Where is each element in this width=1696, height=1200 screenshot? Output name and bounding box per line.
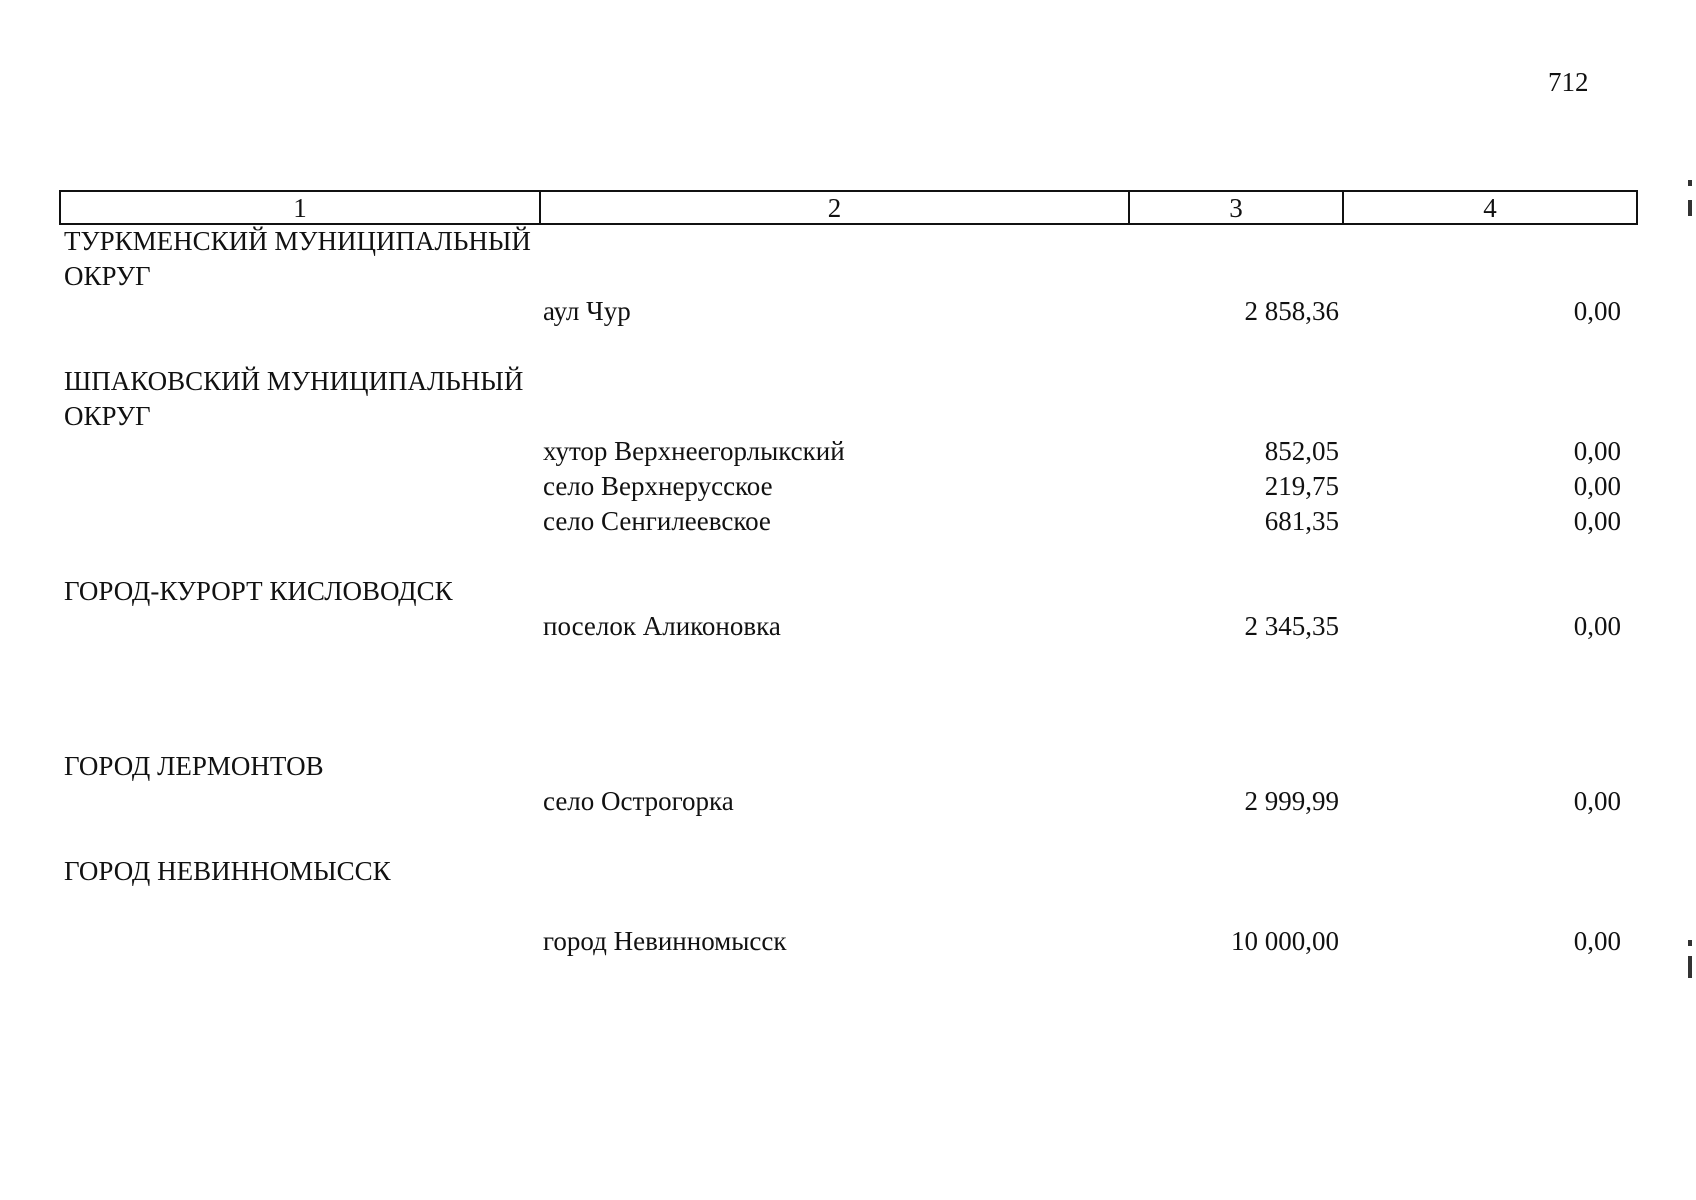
municipality-group <box>59 224 1638 329</box>
table-row <box>59 924 1638 959</box>
value-column-3: 852,05 <box>1264 436 1339 466</box>
municipality-title: ГОРОД ЛЕРМОНТОВ <box>64 751 324 781</box>
value-column-4: 0,00 <box>1573 926 1621 956</box>
settlement-name: поселок Аликоновка <box>543 611 781 641</box>
municipality-title: ГОРОД-КУРОРТ КИСЛОВОДСК <box>64 576 453 606</box>
value-column-4: 0,00 <box>1573 436 1621 466</box>
settlement-name: хутор Верхнеегорлыкский <box>543 436 845 466</box>
value-column-4: 0,00 <box>1573 611 1621 641</box>
value-column-4: 0,00 <box>1573 296 1621 326</box>
municipality-group <box>59 749 1638 819</box>
value-column-3: 2 999,99 <box>1244 786 1339 816</box>
column-header-2: 2 <box>541 192 1130 223</box>
scan-edge-marks <box>1688 180 1694 1000</box>
page-number: 712 <box>1548 67 1589 97</box>
settlement-name: село Сенгилеевское <box>543 506 771 536</box>
value-column-4: 0,00 <box>1573 786 1621 816</box>
settlement-name: город Невинномысск <box>543 926 787 956</box>
table-row <box>59 294 1638 329</box>
table-row <box>59 609 1638 644</box>
value-column-4: 0,00 <box>1573 506 1621 536</box>
municipality-title: ГОРОД НЕВИННОМЫССК <box>64 856 391 886</box>
value-column-3: 2 345,35 <box>1244 611 1339 641</box>
municipality-group <box>59 854 1638 959</box>
scan-edge-mark <box>1688 200 1692 216</box>
settlement-name: село Верхнерусское <box>543 471 773 501</box>
table-header-row <box>59 190 1638 225</box>
value-column-3: 2 858,36 <box>1244 296 1339 326</box>
municipality-title: ШПАКОВСКИЙ МУНИЦИПАЛЬНЫЙ ОКРУГ <box>64 366 524 431</box>
municipality-group <box>59 364 1638 539</box>
table-row <box>59 504 1638 539</box>
table-row <box>59 434 1638 469</box>
value-column-3: 10 000,00 <box>1231 926 1339 956</box>
value-column-3: 219,75 <box>1264 471 1339 501</box>
settlement-name: село Острогорка <box>543 786 734 816</box>
settlement-name: аул Чур <box>543 296 631 326</box>
column-header-3: 3 <box>1130 192 1344 223</box>
column-header-1: 1 <box>61 192 541 223</box>
value-column-3: 681,35 <box>1264 506 1339 536</box>
row-spacer <box>59 889 1638 924</box>
column-header-4: 4 <box>1483 193 1497 223</box>
table-row <box>59 784 1638 819</box>
table-body <box>59 224 1638 959</box>
scan-edge-mark <box>1688 940 1692 946</box>
municipality-group <box>59 574 1638 644</box>
table-row <box>59 469 1638 504</box>
scan-edge-mark <box>1688 956 1692 978</box>
value-column-4: 0,00 <box>1573 471 1621 501</box>
municipality-title: ТУРКМЕНСКИЙ МУНИЦИПАЛЬНЫЙ ОКРУГ <box>64 226 531 291</box>
scan-edge-mark <box>1688 180 1692 186</box>
